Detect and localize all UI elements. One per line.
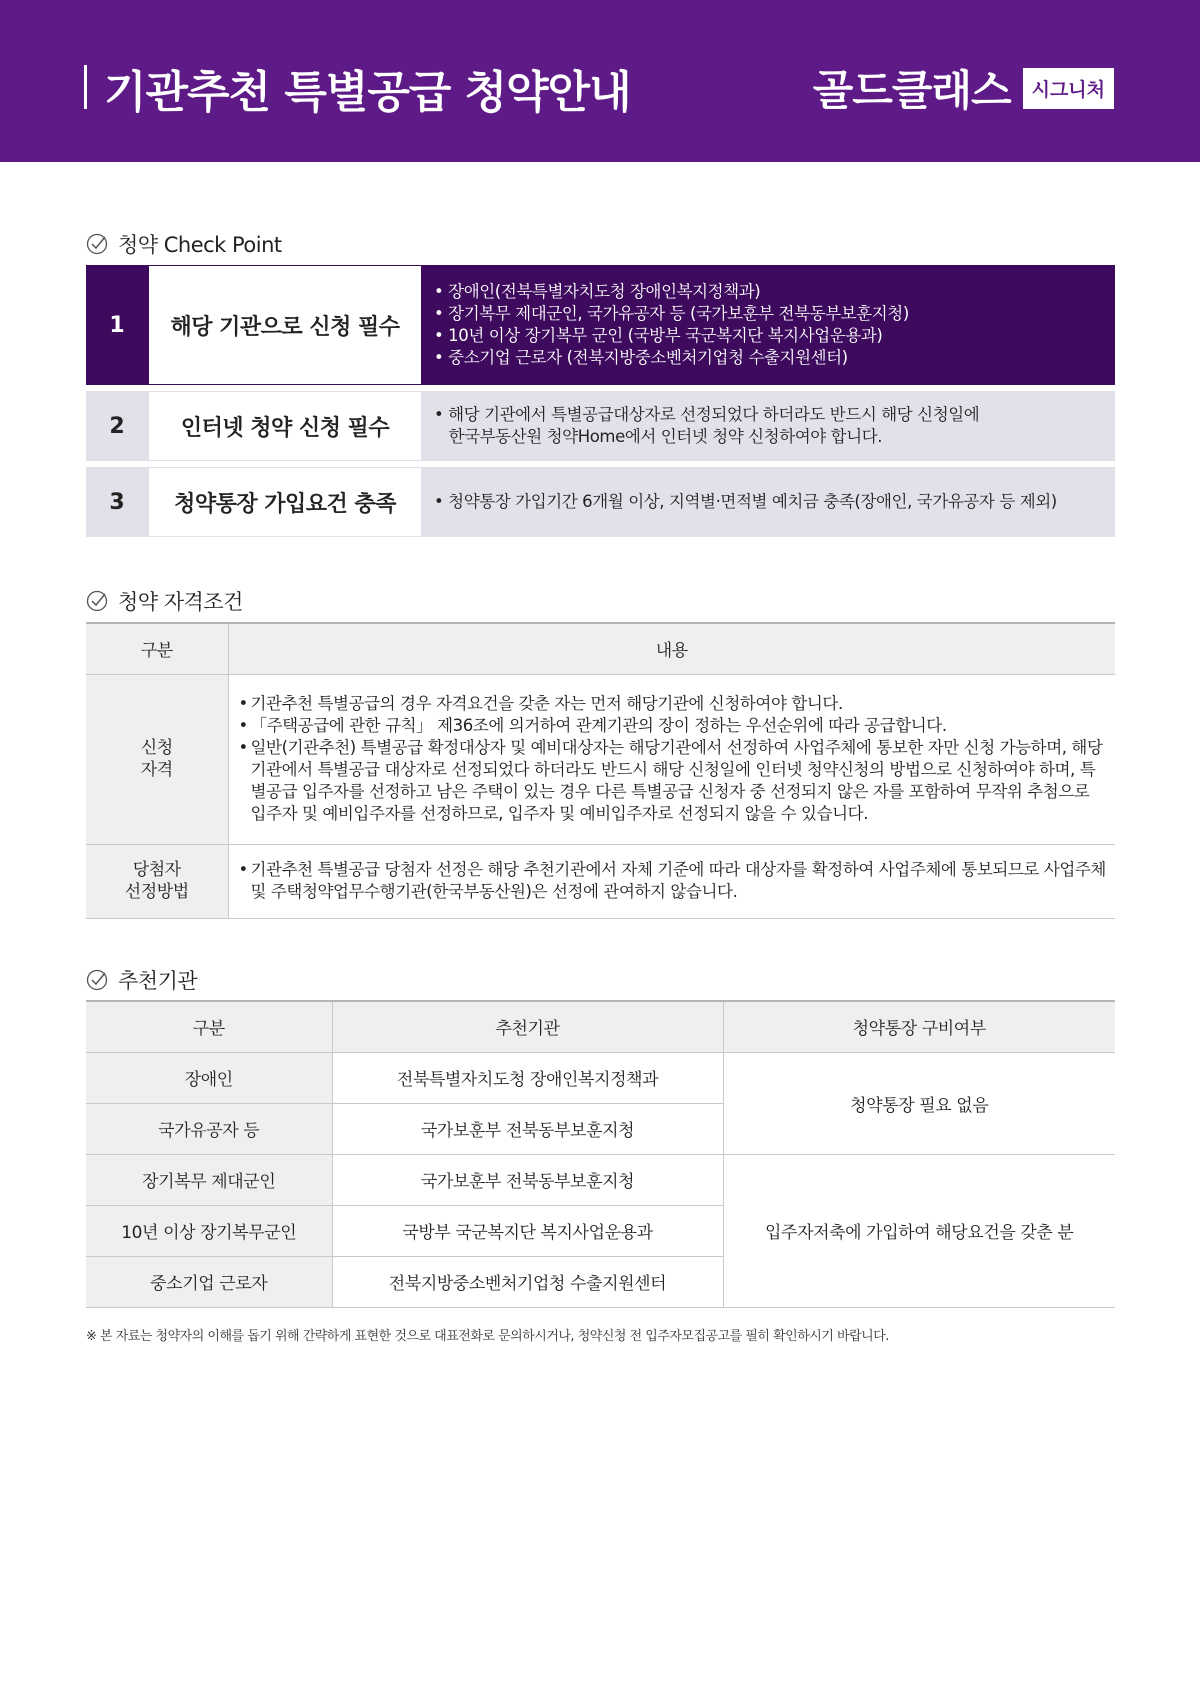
row-description — [422, 265, 1115, 385]
row-agency: 국가보훈부 전북동부보훈지청 — [332, 1154, 723, 1205]
row-content — [228, 674, 1115, 844]
row-category: 장기복무 제대군인 — [86, 1154, 332, 1205]
brand-name: 골드클래스 — [812, 66, 1011, 115]
row-title: 해당 기관으로 신청 필수 — [148, 265, 422, 385]
qualification-heading — [86, 586, 243, 616]
account-requirement: 청약통장 필요 없음 — [723, 1052, 1115, 1154]
column-header: 구분 — [86, 623, 228, 674]
check-circle-icon — [86, 233, 108, 255]
row-content — [228, 844, 1115, 918]
row-category: 장애인 — [86, 1052, 332, 1103]
row-agency: 전북지방중소벤처기업청 수출지원센터 — [332, 1256, 723, 1307]
description-line: • 장애인(전북특별자치도청 장애인복지정책과) — [434, 282, 761, 301]
row-number: 1 — [109, 312, 125, 338]
description-line: 한국부동산원 청약Home에서 인터넷 청약 신청하여야 합니다. — [434, 427, 883, 446]
bullet-item: • 「주택공급에 관한 규칙」 제36조에 의거하여 관계기관의 장이 정하는 우선순위에 따라 공급합니다. — [239, 715, 1110, 737]
agencies-heading — [86, 965, 197, 995]
description-line: • 청약통장 가입기간 6개월 이상, 지역별·면적별 예치금 충족(장애인, 국가유공자 등 제외) — [434, 492, 1057, 511]
description-line: • 장기복무 제대군인, 국가유공자 등 (국가보훈부 전북동부보훈지청) — [434, 304, 909, 323]
row-description — [422, 391, 1115, 461]
row-agency: 전북특별자치도청 장애인복지정책과 — [332, 1052, 723, 1103]
bullet-item: • 기관추천 특별공급 당첨자 선정은 해당 추천기관에서 자체 기준에 따라 대상자를 확정하여 사업주체에 통보되므로 사업주체 및 주택청약업무수행기관(한국부동산원)은 선정에 관여하지 않습니다. — [239, 859, 1110, 903]
table-row — [86, 1052, 1115, 1103]
description-line: • 중소기업 근로자 (전북지방중소벤처기업청 수출지원센터) — [434, 348, 848, 367]
row-category: 신청 자격 — [86, 674, 228, 844]
title-divider — [84, 65, 87, 109]
column-header: 추천기관 — [332, 1001, 723, 1052]
row-category: 당첨자 선정방법 — [86, 844, 228, 918]
check-circle-icon — [86, 590, 108, 612]
agencies-table — [86, 1000, 1115, 1308]
bullet-item: • 일반(기관추천) 특별공급 확정대상자 및 예비대상자는 해당기관에서 선정하여 사업주체에 통보한 자만 신청 가능하며, 해당 기관에서 특별공급 대상자로 선정되었다 하더라도 반드시 해당 신청일에 인터넷 청약신청의 방법으로 신청하여야 하며, 특별공급 입주자를 선정하고 남은 주택이 있는 경우 다른 특별공급 신청자 중 선정되지 않은 자를 포함하여 무작위 추첨으로 입주자 및 예비입주자를 선정하므로, 입주자 및 예비입주자로 선정되지 않을 수 있습니다. — [239, 737, 1110, 825]
bullet-text: 일반(기관추천) 특별공급 확정대상자 및 예비대상자는 해당기관에서 선정하여 사업주체에 통보한 자만 신청 가능하며, 해당 기관에서 특별공급 대상자로 선정되었다 하더라도 반드시 해당 신청일에 인터넷 청약신청의 방법으로 신청하여야 하며, 특별공급 입주자를 선정하고 남은 주택이 있는 경우 다른 특별공급 신청자 중 선정되지 않은 자를 포함하여 무작위 추첨으로 입주자 및 예비입주자를 선정하므로, 입주자 및 예비입주자로 선정되지 않을 수 있습니다. — [250, 738, 1103, 823]
row-number: 2 — [109, 413, 125, 439]
footnote: ※ 본 자료는 청약자의 이해를 돕기 위해 간략하게 표현한 것으로 대표전화로 문의하시거나, 청약신청 전 입주자모집공고를 필히 확인하시기 바랍니다. — [86, 1329, 889, 1344]
row-agency: 국가보훈부 전북동부보훈지청 — [332, 1103, 723, 1154]
table-header-row — [86, 1001, 1115, 1052]
bullet-text: 「주택공급에 관한 규칙」 제36조에 의거하여 관계기관의 장이 정하는 우선순위에 따라 공급합니다. — [250, 716, 947, 735]
row-category: 국가유공자 등 — [86, 1103, 332, 1154]
row-description — [422, 467, 1115, 537]
row-title: 청약통장 가입요건 충족 — [148, 467, 422, 537]
table-row — [86, 674, 1115, 844]
bullet-text: 기관추천 특별공급 당첨자 선정은 해당 추천기관에서 자체 기준에 따라 대상자를 확정하여 사업주체에 통보되므로 사업주체 및 주택청약업무수행기관(한국부동산원)은 선정에 관여하지 않습니다. — [250, 860, 1106, 901]
page-header — [0, 0, 1200, 162]
checkpoint-row-3 — [86, 467, 1115, 537]
row-title: 인터넷 청약 신청 필수 — [148, 391, 422, 461]
section-title: 추천기관 — [118, 969, 198, 993]
page-title: 기관추천 특별공급 청약안내 — [104, 67, 631, 118]
column-header: 내용 — [228, 623, 1115, 674]
section-title: 청약 Check Point — [118, 233, 282, 257]
row-category: 10년 이상 장기복무군인 — [86, 1205, 332, 1256]
row-number: 3 — [109, 489, 125, 515]
column-header: 청약통장 구비여부 — [723, 1001, 1115, 1052]
bullet-item: • 기관추천 특별공급의 경우 자격요건을 갖춘 자는 먼저 해당기관에 신청하여야 합니다. — [239, 693, 1110, 715]
description-line: • 해당 기관에서 특별공급대상자로 선정되었다 하더라도 반드시 해당 신청일에 — [434, 405, 980, 424]
checkpoint-row-2 — [86, 391, 1115, 461]
table-header-row — [86, 623, 1115, 674]
table-row — [86, 1154, 1115, 1205]
checkpoint-row-1 — [86, 265, 1115, 385]
checkpoint-heading — [86, 229, 282, 259]
row-agency: 국방부 국군복지단 복지사업운용과 — [332, 1205, 723, 1256]
column-header: 구분 — [86, 1001, 332, 1052]
row-category: 중소기업 근로자 — [86, 1256, 332, 1307]
table-row — [86, 844, 1115, 918]
qualification-table — [86, 622, 1115, 919]
brand-logo — [813, 58, 1114, 118]
account-requirement: 입주자저축에 가입하여 해당요건을 갖춘 분 — [723, 1154, 1115, 1307]
section-title: 청약 자격조건 — [118, 590, 243, 614]
check-circle-icon — [86, 969, 108, 991]
description-line: • 10년 이상 장기복무 군인 (국방부 국군복지단 복지사업운용과) — [434, 326, 883, 345]
bullet-text: 기관추천 특별공급의 경우 자격요건을 갖춘 자는 먼저 해당기관에 신청하여야 합니다. — [250, 694, 843, 713]
brand-badge: 시그니처 — [1023, 68, 1114, 109]
